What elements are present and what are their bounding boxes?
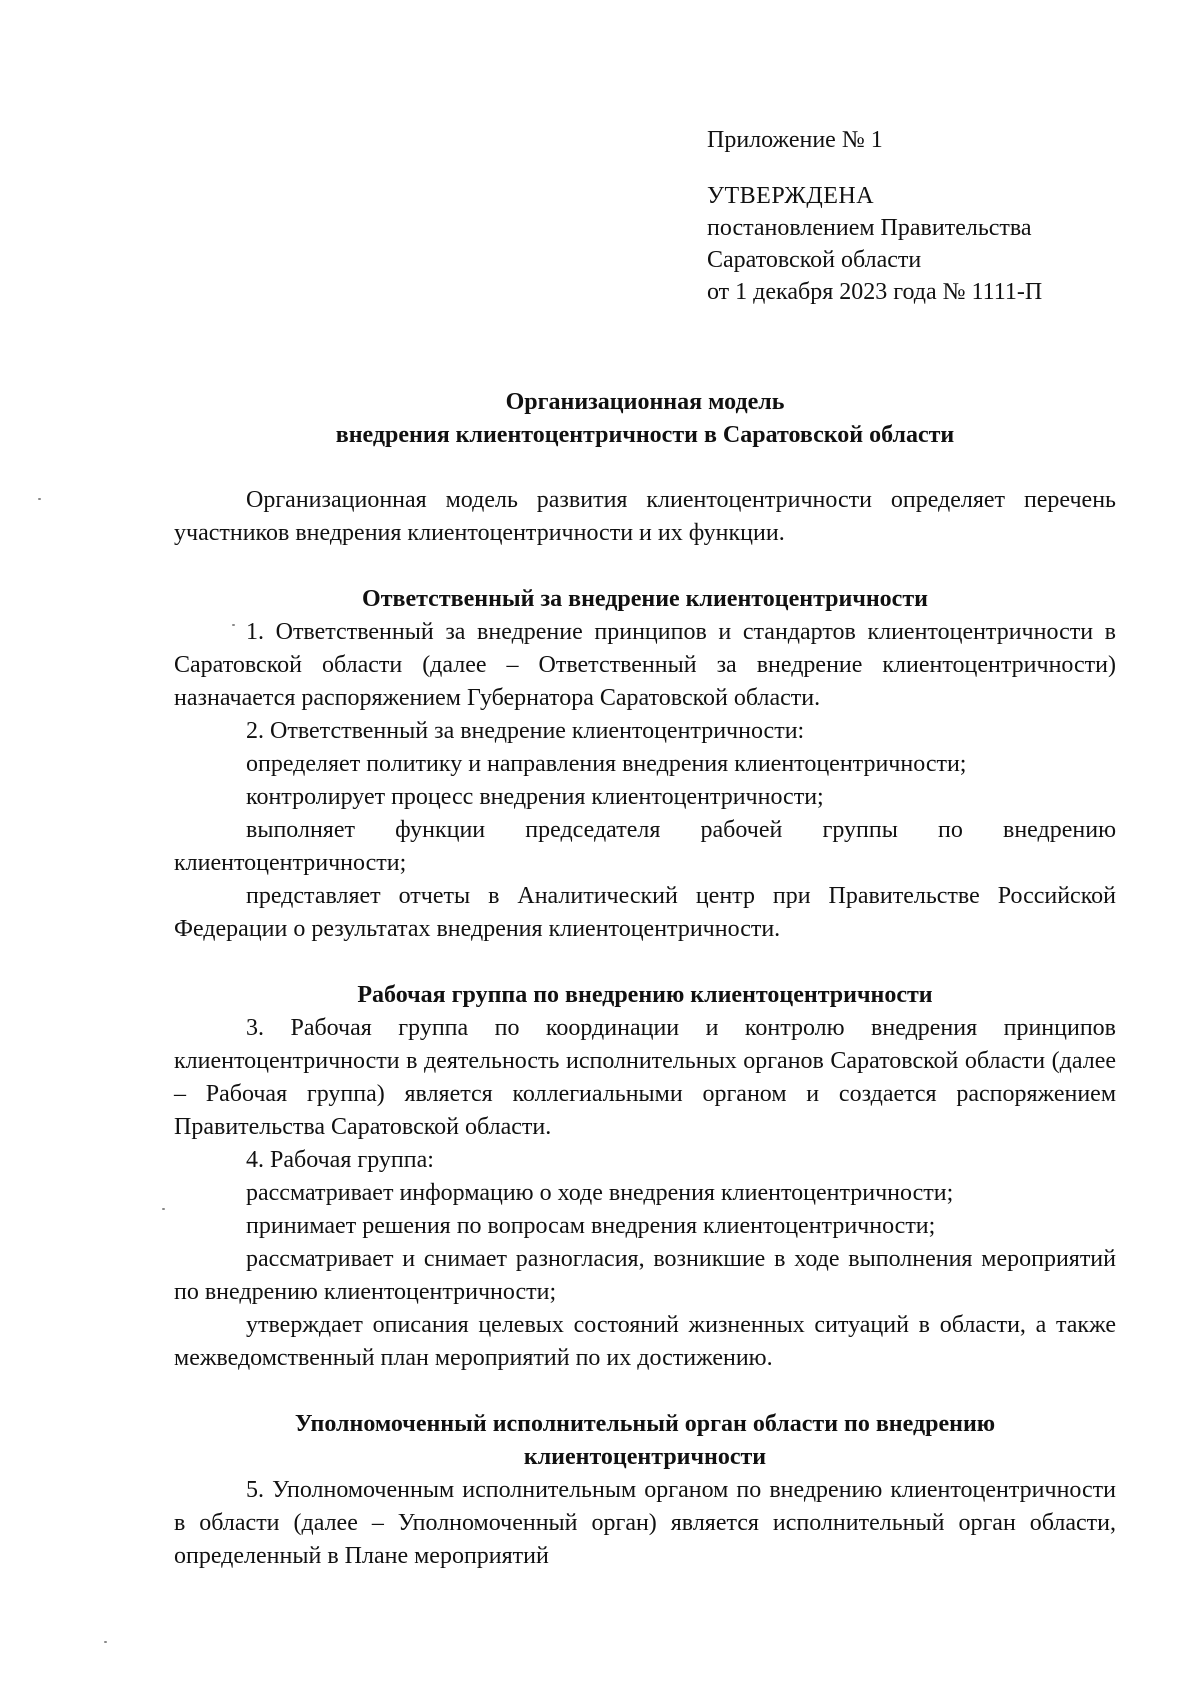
list-item: принимает решения по вопросам внедрения клиентоцентричности; — [246, 1213, 936, 1239]
intro-paragraph: Организационная модель развития клиентоцентричности определяет перечень участников внедрения клиентоцентричности и их функции. — [174, 487, 1116, 546]
annex-number: Приложение № 1 — [707, 127, 883, 153]
approval-line-3: от 1 декабря 2023 года № 1111-П — [707, 279, 1043, 305]
document-title — [174, 386, 1116, 452]
approved-stamp-text: УТВЕРЖДЕНА — [707, 183, 875, 209]
scan-speck — [232, 624, 235, 626]
section-gap — [174, 946, 1116, 979]
scan-speck — [104, 1641, 107, 1643]
paragraph-4: 4. Рабочая группа: — [246, 1147, 434, 1173]
heading-line-1: Уполномоченный исполнительный орган области по внедрению — [294, 1411, 996, 1437]
approval-line-2: Саратовской области — [707, 247, 922, 273]
section-heading-responsible: Ответственный за внедрение клиентоцентричности — [362, 586, 928, 612]
list-item: выполняет функции председателя рабочей группы по внедрению клиентоцентричности; — [174, 817, 1116, 876]
list-item: рассматривает информацию о ходе внедрения клиентоцентричности; — [246, 1180, 954, 1206]
section-gap — [174, 550, 1116, 583]
list-item: контролирует процесс внедрения клиентоцентричности; — [246, 784, 824, 810]
section-heading-working-group: Рабочая группа по внедрению клиентоцентричности — [357, 982, 933, 1008]
heading-line-2: клиентоцентричности — [523, 1444, 767, 1470]
list-item: определяет политику и направления внедрения клиентоцентричности; — [246, 751, 967, 777]
document-body — [174, 484, 1116, 1573]
title-line-1: Организационная модель — [505, 389, 785, 415]
section-gap — [174, 1375, 1116, 1408]
title-line-2: внедрения клиентоцентричности в Саратовской области — [335, 422, 955, 448]
section-heading-authorized-body — [174, 1408, 1116, 1474]
approval-line-1: постановлением Правительства — [707, 215, 1032, 241]
paragraph-2: 2. Ответственный за внедрение клиентоцентричности: — [246, 718, 805, 744]
scan-speck — [38, 498, 41, 500]
scan-speck — [162, 1208, 165, 1210]
approval-block — [707, 124, 1042, 308]
list-item: рассматривает и снимает разногласия, возникшие в ходе выполнения мероприятий по внедрению клиентоцентричности; — [174, 1246, 1116, 1305]
paragraph-5: 5. Уполномоченным исполнительным органом по внедрению клиентоцентричности в области (далее – Уполномоченный орган) является исполнительный орган области, определенный в Плане мероприятий — [174, 1477, 1116, 1569]
list-item: представляет отчеты в Аналитический центр при Правительстве Российской Федерации о результатах внедрения клиентоцентричности. — [174, 883, 1116, 942]
list-item: утверждает описания целевых состояний жизненных ситуаций в области, а также межведомственный план мероприятий по их достижению. — [174, 1312, 1116, 1371]
paragraph-1: 1. Ответственный за внедрение принципов и стандартов клиентоцентричности в Саратовской области (далее – Ответственный за внедрение клиентоцентричности) назначается распоряжением Губернатора Саратовской области. — [174, 619, 1116, 711]
paragraph-3: 3. Рабочая группа по координации и контролю внедрения принципов клиентоцентричности в деятельность исполнительных органов Саратовской области (далее – Рабочая группа) является коллегиальными органом и создается распоряжением Правительства Саратовской области. — [174, 1015, 1116, 1140]
